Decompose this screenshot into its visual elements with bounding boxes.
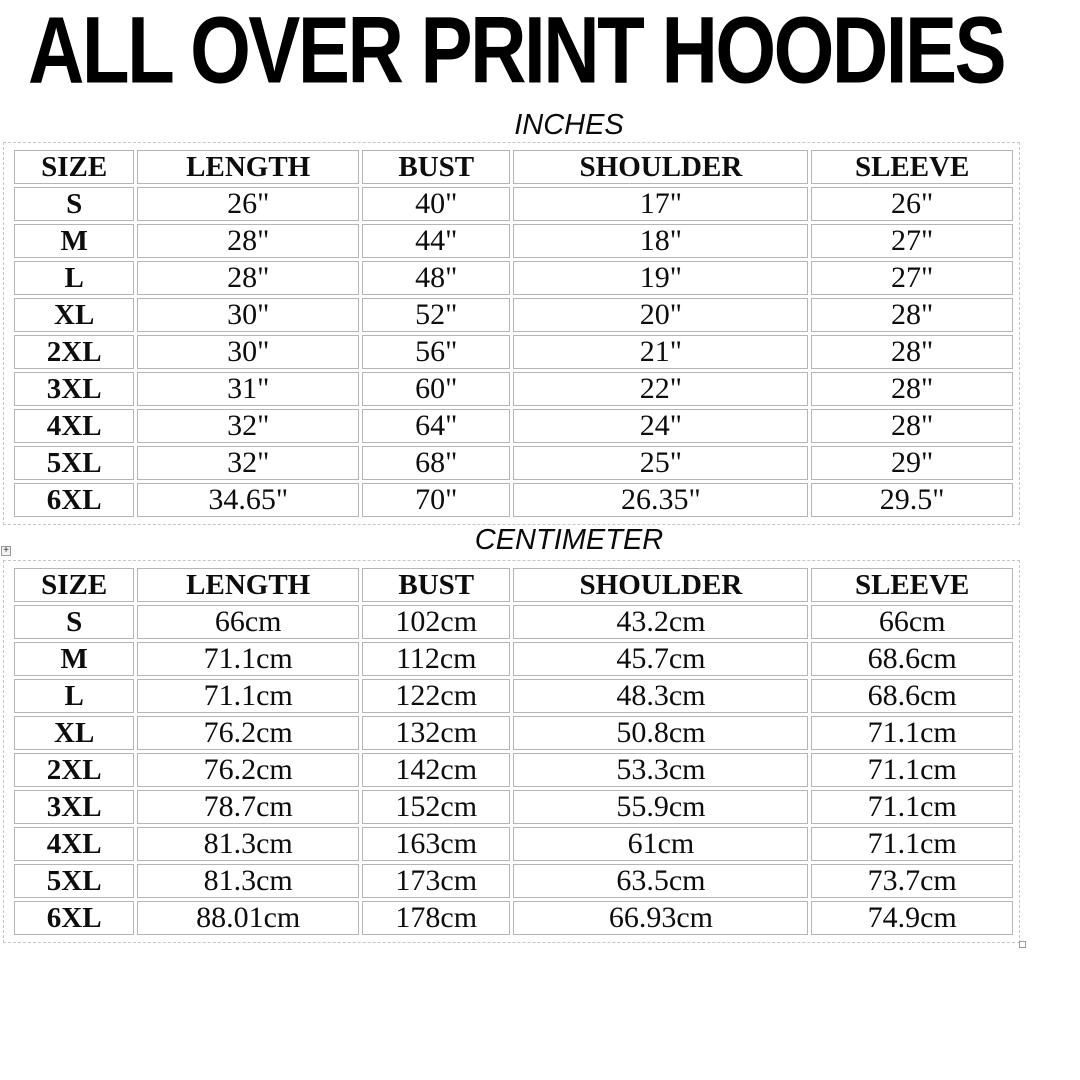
value-cell: 66.93cm bbox=[513, 901, 808, 935]
table-row bbox=[14, 187, 1013, 221]
value-cell: 18" bbox=[513, 224, 808, 258]
column-header-sleeve: SLEEVE bbox=[811, 150, 1013, 184]
value-cell: 48.3cm bbox=[513, 679, 808, 713]
value-cell: 28" bbox=[137, 224, 359, 258]
value-cell: 26" bbox=[811, 187, 1013, 221]
value-cell: 20" bbox=[513, 298, 808, 332]
size-cell: 3XL bbox=[14, 790, 134, 824]
size-cell: XL bbox=[14, 298, 134, 332]
value-cell: 28" bbox=[137, 261, 359, 295]
value-cell: 68.6cm bbox=[811, 642, 1013, 676]
value-cell: 48" bbox=[362, 261, 510, 295]
header-row bbox=[14, 568, 1013, 602]
value-cell: 50.8cm bbox=[513, 716, 808, 750]
value-cell: 40" bbox=[362, 187, 510, 221]
value-cell: 68.6cm bbox=[811, 679, 1013, 713]
value-cell: 43.2cm bbox=[513, 605, 808, 639]
size-cell: XL bbox=[14, 716, 134, 750]
value-cell: 25" bbox=[513, 446, 808, 480]
value-cell: 32" bbox=[137, 446, 359, 480]
value-cell: 28" bbox=[811, 409, 1013, 443]
table-row bbox=[14, 446, 1013, 480]
column-header-bust: BUST bbox=[362, 568, 510, 602]
value-cell: 26" bbox=[137, 187, 359, 221]
value-cell: 163cm bbox=[362, 827, 510, 861]
value-cell: 32" bbox=[137, 409, 359, 443]
value-cell: 30" bbox=[137, 335, 359, 369]
size-cell: 4XL bbox=[14, 409, 134, 443]
value-cell: 28" bbox=[811, 335, 1013, 369]
size-cell: 5XL bbox=[14, 864, 134, 898]
column-header-size: SIZE bbox=[14, 150, 134, 184]
value-cell: 81.3cm bbox=[137, 827, 359, 861]
value-cell: 66cm bbox=[811, 605, 1013, 639]
column-header-shoulder: SHOULDER bbox=[513, 568, 808, 602]
size-cell: M bbox=[14, 224, 134, 258]
value-cell: 60" bbox=[362, 372, 510, 406]
inches-table-boundary bbox=[3, 142, 1020, 525]
value-cell: 22" bbox=[513, 372, 808, 406]
value-cell: 30" bbox=[137, 298, 359, 332]
column-header-length: LENGTH bbox=[137, 150, 359, 184]
value-cell: 26.35" bbox=[513, 483, 808, 517]
column-header-sleeve: SLEEVE bbox=[811, 568, 1013, 602]
size-cell: L bbox=[14, 679, 134, 713]
table-row bbox=[14, 483, 1013, 517]
table-row bbox=[14, 642, 1013, 676]
value-cell: 76.2cm bbox=[137, 716, 359, 750]
table-row bbox=[14, 827, 1013, 861]
table-row bbox=[14, 298, 1013, 332]
size-cell: 2XL bbox=[14, 335, 134, 369]
table-row bbox=[14, 261, 1013, 295]
value-cell: 132cm bbox=[362, 716, 510, 750]
value-cell: 88.01cm bbox=[137, 901, 359, 935]
inches-caption: INCHES bbox=[514, 109, 624, 141]
value-cell: 45.7cm bbox=[513, 642, 808, 676]
size-cell: 3XL bbox=[14, 372, 134, 406]
table-row bbox=[14, 409, 1013, 443]
value-cell: 102cm bbox=[362, 605, 510, 639]
table-row bbox=[14, 864, 1013, 898]
value-cell: 142cm bbox=[362, 753, 510, 787]
value-cell: 71.1cm bbox=[811, 716, 1013, 750]
value-cell: 27" bbox=[811, 224, 1013, 258]
value-cell: 71.1cm bbox=[811, 753, 1013, 787]
value-cell: 73.7cm bbox=[811, 864, 1013, 898]
value-cell: 152cm bbox=[362, 790, 510, 824]
centimeter-size-table bbox=[11, 565, 1016, 938]
table-row bbox=[14, 679, 1013, 713]
column-header-size: SIZE bbox=[14, 568, 134, 602]
table-row bbox=[14, 605, 1013, 639]
column-header-shoulder: SHOULDER bbox=[513, 150, 808, 184]
size-cell: 5XL bbox=[14, 446, 134, 480]
value-cell: 71.1cm bbox=[137, 642, 359, 676]
size-cell: 2XL bbox=[14, 753, 134, 787]
table-row bbox=[14, 224, 1013, 258]
value-cell: 55.9cm bbox=[513, 790, 808, 824]
table-move-handle-icon[interactable]: + bbox=[1, 546, 11, 556]
value-cell: 173cm bbox=[362, 864, 510, 898]
value-cell: 19" bbox=[513, 261, 808, 295]
value-cell: 71.1cm bbox=[811, 790, 1013, 824]
value-cell: 122cm bbox=[362, 679, 510, 713]
value-cell: 29.5" bbox=[811, 483, 1013, 517]
value-cell: 28" bbox=[811, 372, 1013, 406]
value-cell: 52" bbox=[362, 298, 510, 332]
column-header-length: LENGTH bbox=[137, 568, 359, 602]
value-cell: 44" bbox=[362, 224, 510, 258]
value-cell: 64" bbox=[362, 409, 510, 443]
value-cell: 24" bbox=[513, 409, 808, 443]
value-cell: 66cm bbox=[137, 605, 359, 639]
value-cell: 81.3cm bbox=[137, 864, 359, 898]
table-resize-handle-icon[interactable] bbox=[1019, 941, 1026, 948]
centimeter-table-boundary bbox=[3, 560, 1020, 943]
table-row bbox=[14, 901, 1013, 935]
page-title: ALL OVER PRINT HOODIES bbox=[28, 0, 1005, 104]
size-cell: 4XL bbox=[14, 827, 134, 861]
column-header-bust: BUST bbox=[362, 150, 510, 184]
value-cell: 112cm bbox=[362, 642, 510, 676]
value-cell: 61cm bbox=[513, 827, 808, 861]
value-cell: 27" bbox=[811, 261, 1013, 295]
size-cell: M bbox=[14, 642, 134, 676]
value-cell: 74.9cm bbox=[811, 901, 1013, 935]
table-row bbox=[14, 716, 1013, 750]
size-cell: L bbox=[14, 261, 134, 295]
value-cell: 71.1cm bbox=[811, 827, 1013, 861]
value-cell: 76.2cm bbox=[137, 753, 359, 787]
size-cell: S bbox=[14, 187, 134, 221]
value-cell: 28" bbox=[811, 298, 1013, 332]
table-row bbox=[14, 790, 1013, 824]
value-cell: 70" bbox=[362, 483, 510, 517]
value-cell: 56" bbox=[362, 335, 510, 369]
value-cell: 68" bbox=[362, 446, 510, 480]
size-cell: 6XL bbox=[14, 483, 134, 517]
value-cell: 53.3cm bbox=[513, 753, 808, 787]
value-cell: 178cm bbox=[362, 901, 510, 935]
size-cell: S bbox=[14, 605, 134, 639]
value-cell: 31" bbox=[137, 372, 359, 406]
value-cell: 34.65" bbox=[137, 483, 359, 517]
value-cell: 21" bbox=[513, 335, 808, 369]
value-cell: 78.7cm bbox=[137, 790, 359, 824]
value-cell: 17" bbox=[513, 187, 808, 221]
table-row bbox=[14, 335, 1013, 369]
value-cell: 63.5cm bbox=[513, 864, 808, 898]
header-row bbox=[14, 150, 1013, 184]
centimeter-caption: CENTIMETER bbox=[474, 524, 664, 556]
value-cell: 29" bbox=[811, 446, 1013, 480]
size-cell: 6XL bbox=[14, 901, 134, 935]
value-cell: 71.1cm bbox=[137, 679, 359, 713]
inches-size-table bbox=[11, 147, 1016, 520]
table-row bbox=[14, 372, 1013, 406]
table-row bbox=[14, 753, 1013, 787]
